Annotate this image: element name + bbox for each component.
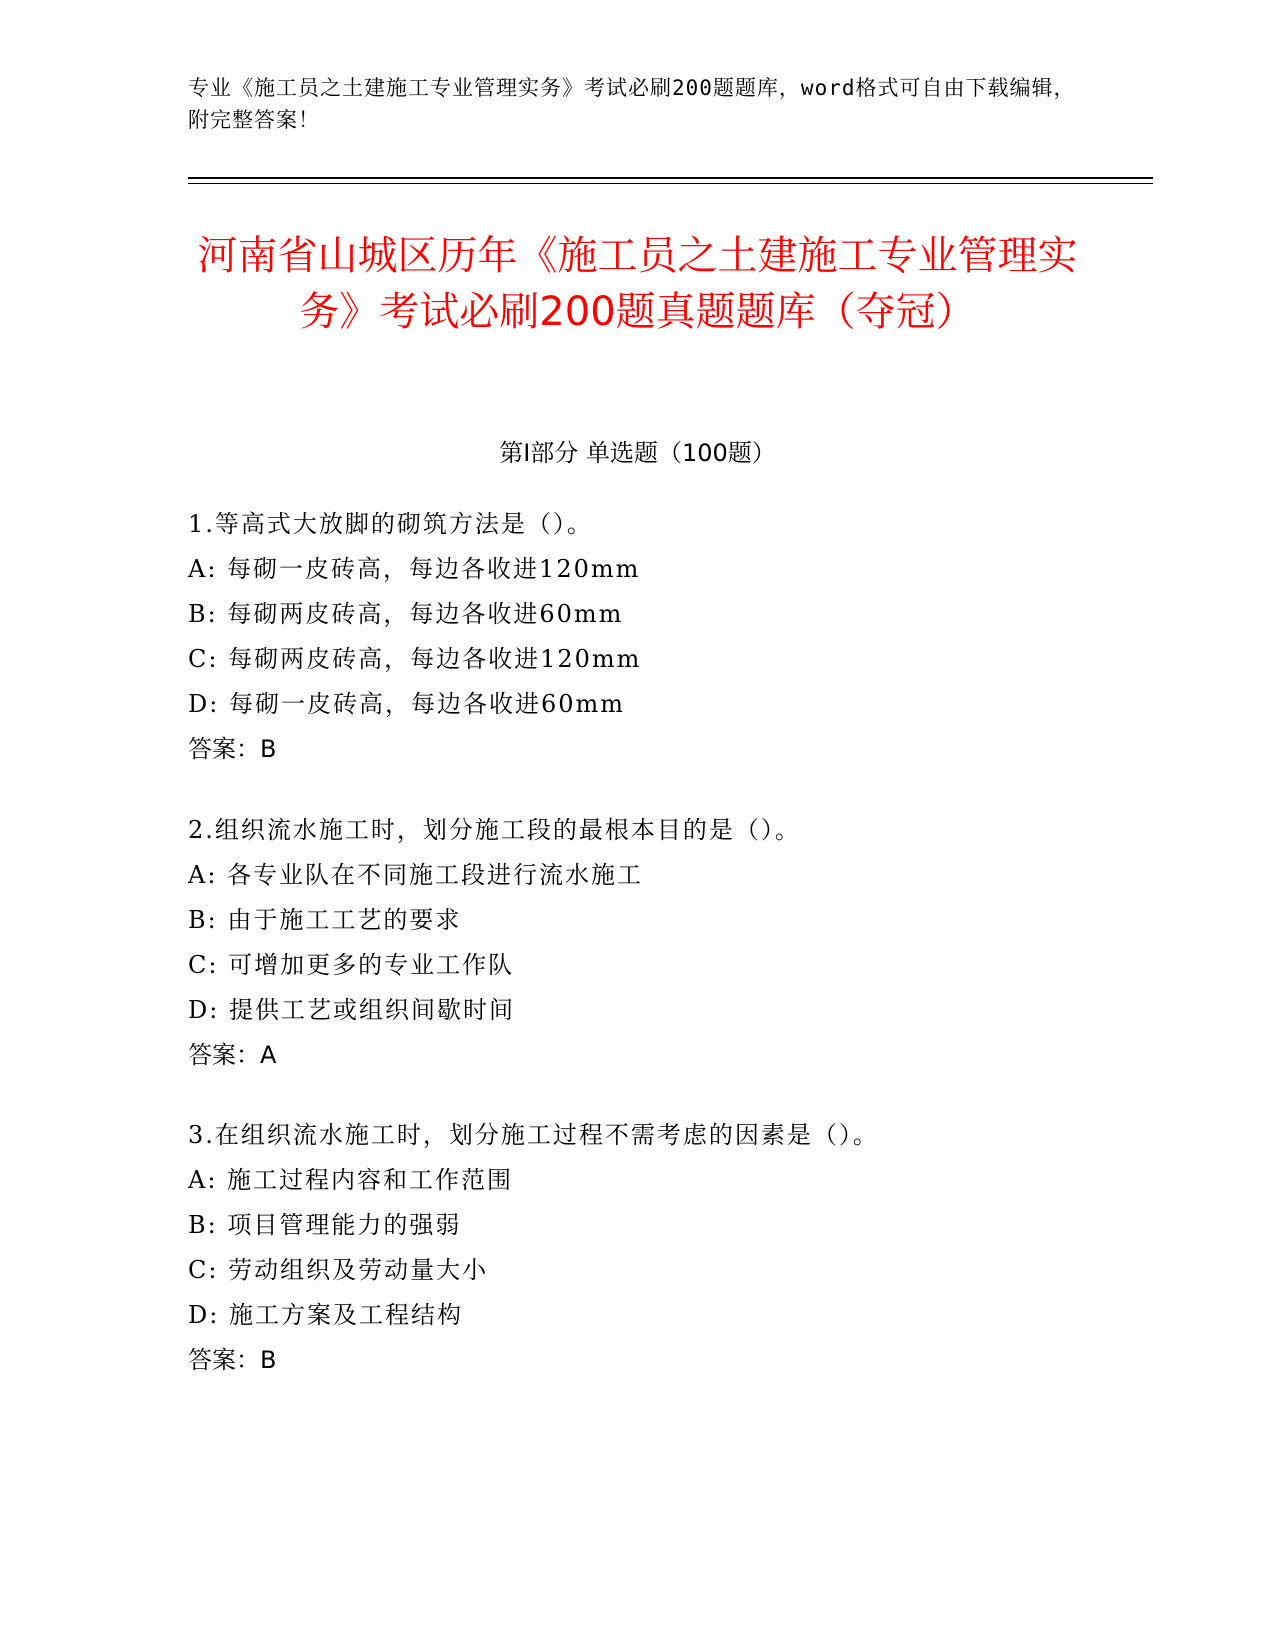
option-d: D: 提供工艺或组织间歇时间 bbox=[188, 996, 515, 1024]
question-stem: 1.等高式大放脚的砌筑方法是（）。 bbox=[188, 510, 593, 538]
option-a: A: 施工过程内容和工作范围 bbox=[188, 1166, 514, 1194]
question-stem: 2.组织流水施工时，划分施工段的最根本目的是（）。 bbox=[188, 816, 801, 844]
header-note: 专业《施工员之土建施工专业管理实务》考试必刷200题题库，word格式可自由下载编辑，附完整答案！ bbox=[188, 76, 1076, 132]
question-stem: 3.在组织流水施工时，划分施工过程不需考虑的因素是（）。 bbox=[188, 1121, 879, 1149]
question-block bbox=[188, 502, 1188, 772]
option-c: C: 劳动组织及劳动量大小 bbox=[188, 1256, 489, 1284]
answer: 答案：B bbox=[188, 1346, 277, 1374]
document-title: 河南省山城区历年《施工员之土建施工专业管理实务》考试必刷200题真题题库（夺冠） bbox=[197, 233, 1078, 335]
section-title: 第I部分 单选题（100题） bbox=[499, 439, 776, 467]
header-divider-thin bbox=[188, 183, 1153, 184]
option-d: D: 施工方案及工程结构 bbox=[188, 1301, 463, 1329]
option-a: A: 各专业队在不同施工段进行流水施工 bbox=[188, 861, 644, 889]
option-d: D: 每砌一皮砖高，每边各收进60mm bbox=[188, 690, 626, 718]
header-divider-thick bbox=[188, 177, 1153, 179]
option-a: A: 每砌一皮砖高，每边各收进120mm bbox=[188, 555, 641, 583]
option-b: B: 项目管理能力的强弱 bbox=[188, 1211, 462, 1239]
option-c: C: 每砌两皮砖高，每边各收进120mm bbox=[188, 645, 642, 673]
answer: 答案：A bbox=[188, 1041, 277, 1069]
question-block bbox=[188, 808, 1188, 1078]
option-c: C: 可增加更多的专业工作队 bbox=[188, 951, 515, 979]
option-b: B: 由于施工工艺的要求 bbox=[188, 906, 462, 934]
answer: 答案：B bbox=[188, 735, 277, 763]
question-block bbox=[188, 1113, 1188, 1383]
option-b: B: 每砌两皮砖高，每边各收进60mm bbox=[188, 600, 624, 628]
